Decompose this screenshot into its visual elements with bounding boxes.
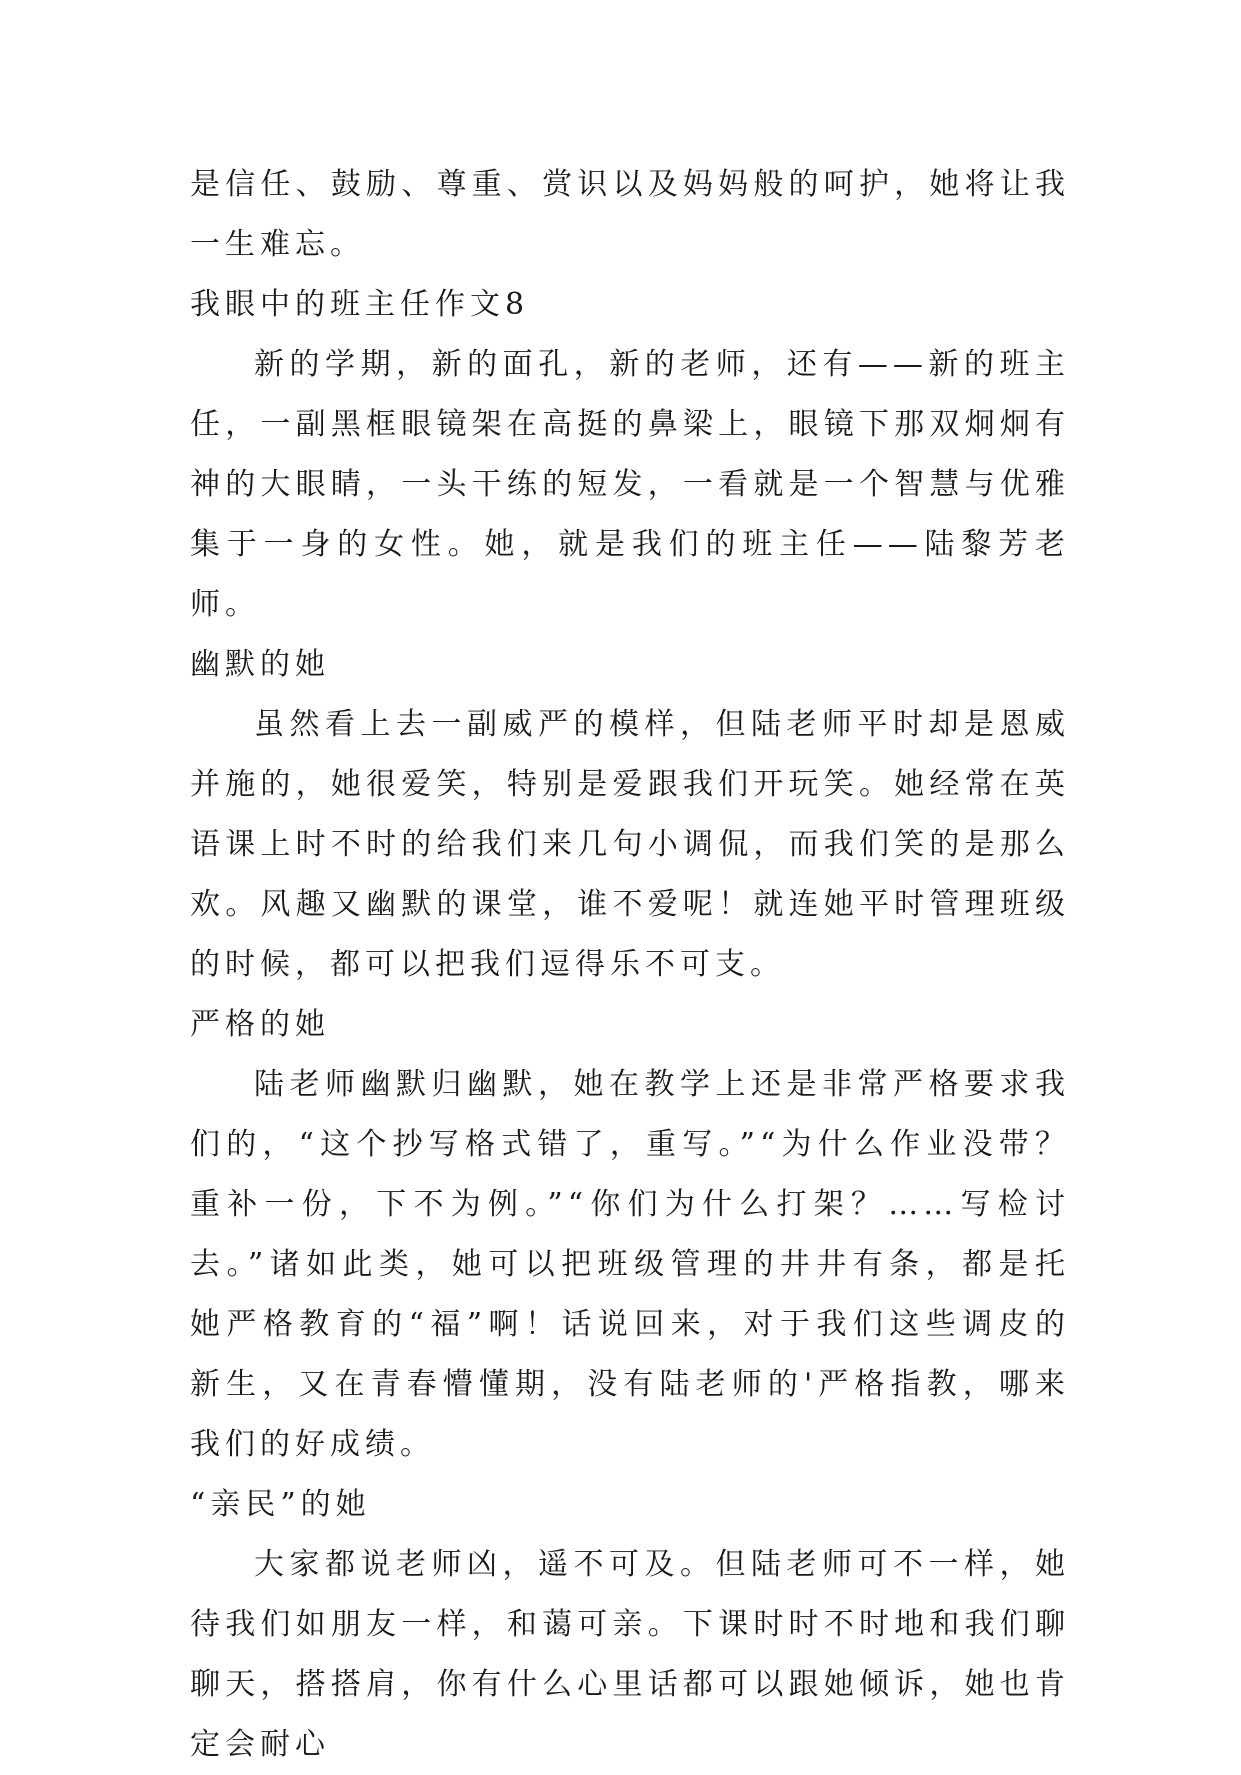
- paragraph-intro: 新的学期，新的面孔，新的老师，还有——新的班主任，一副黑框眼镜架在高挺的鼻梁上，眼镜下那双炯炯有神的大眼睛，一头干练的短发，一看就是一个智慧与优雅集于一身的女性。她，就是我们的班主任——陆黎芳老师。: [190, 347, 1070, 622]
- document-page: [190, 155, 1070, 1775]
- essay-title: 我眼中的班主任作文8: [190, 287, 530, 322]
- section-heading-humor: 幽默的她: [190, 647, 330, 682]
- paragraph-continued: 是信任、鼓励、尊重、赏识以及妈妈般的呵护，她将让我一生难忘。: [190, 167, 1070, 262]
- section-heading-strict: 严格的她: [190, 1007, 330, 1042]
- paragraph-friendly: 大家都说老师凶，遥不可及。但陆老师可不一样，她待我们如朋友一样，和蔼可亲。下课时时不时地和我们聊聊天，搭搭肩，你有什么心里话都可以跟她倾诉，她也肯定会耐心: [190, 1547, 1070, 1762]
- paragraph-strict: 陆老师幽默归幽默，她在教学上还是非常严格要求我们的，“这个抄写格式错了，重写。”“为什么作业没带？重补一份，下不为例。”“你们为什么打架？……写检讨去。”诸如此类，她可以把班级管理的井井有条，都是托她严格教育的“福”啊！话说回来，对于我们这些调皮的新生，又在青春懵懂期，没有陆老师的'严格指教，哪来我们的好成绩。: [190, 1067, 1070, 1462]
- section-heading-friendly: “亲民”的她: [190, 1487, 371, 1522]
- paragraph-humor: 虽然看上去一副威严的模样，但陆老师平时却是恩威并施的，她很爱笑，特别是爱跟我们开玩笑。她经常在英语课上时不时的给我们来几句小调侃，而我们笑的是那么欢。风趣又幽默的课堂，谁不爱呢！就连她平时管理班级的时候，都可以把我们逗得乐不可支。: [190, 707, 1070, 982]
